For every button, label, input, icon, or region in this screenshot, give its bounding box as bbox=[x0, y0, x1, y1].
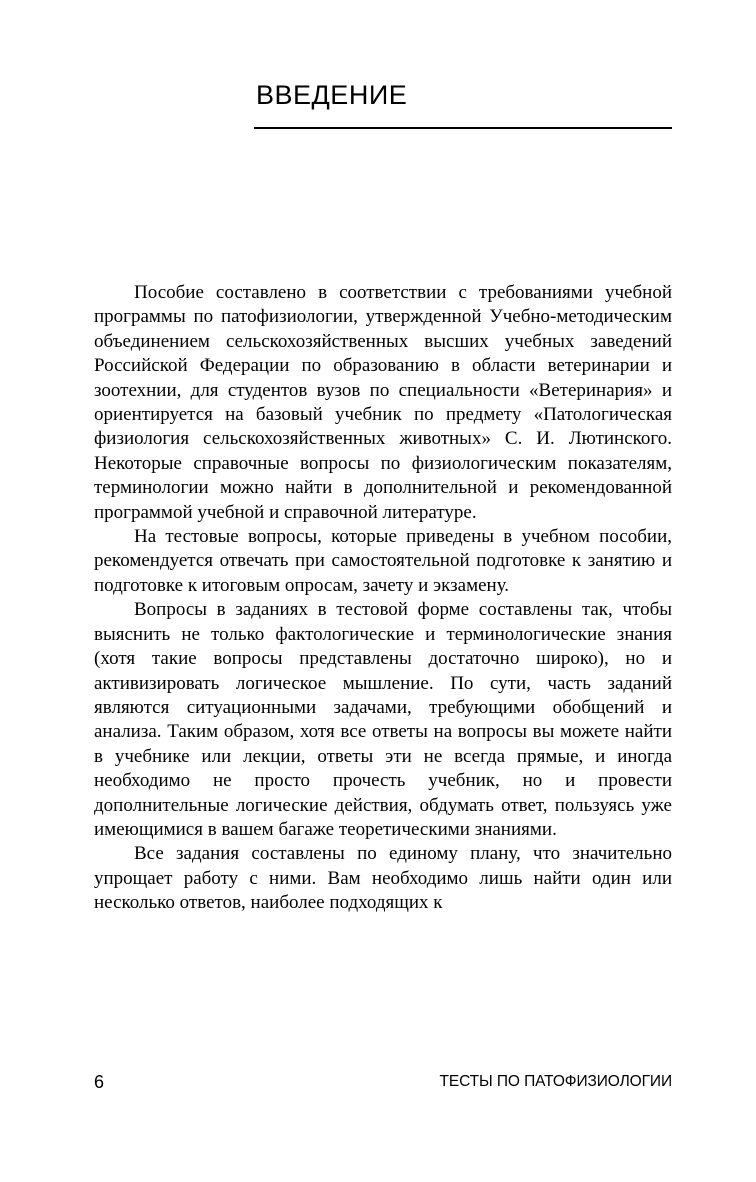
title-underline-rule bbox=[254, 127, 672, 129]
chapter-title: ВВЕДЕНИЕ bbox=[256, 80, 408, 110]
paragraph-2: На тестовые вопросы, которые приведены в учебном пособии, рекомендуется отвечать при самостоятельной подготовке к занятию и подготовке к итоговым опросам, зачету и экзамену. bbox=[94, 526, 672, 596]
page-number: 6 bbox=[94, 1072, 105, 1092]
paragraph-4: Все задания составлены по единому плану, что значительно упрощает работу с ними. Вам необходимо лишь найти один или несколько ответов, наиболее подходящих к bbox=[94, 843, 672, 914]
paragraph-3: Вопросы в заданиях в тестовой форме составлены так, чтобы выяснить не только фактологические и терминологические знания (хотя такие вопросы представлены достаточно широко), но и активизировать логическое мышление. По сути, часть заданий являются ситуационными задачами, требующими обобщений и анализа. Таким образом, хотя все ответы на вопросы вы можете найти в учебнике или лекции, ответы эти не всегда прямые, и иногда необходимо не просто прочесть учебник, но и провести дополнительные логические действия, обдумать ответ, пользуясь уже имеющимися в вашем багаже теоретическими знаниями. bbox=[94, 599, 672, 840]
paragraph-1: Пособие составлено в соответствии с требованиями учебной программы по патофизиологии, утвержденной Учебно-методическим объединением сельскохозяйственных высших учебных заведений Российской Федерации по образованию в области ветеринарии и зоотехнии, для студентов вузов по специальности «Ветеринария» и ориентируется на базовый учебник по предмету «Патологическая физиология сельскохозяйственных животных» С. И. Лютинского. Некоторые справочные вопросы по физиологическим показателям, терминологии можно найти в дополнительной и рекомендованной программой учебной и справочной литературе. bbox=[94, 282, 672, 523]
body-text bbox=[94, 281, 672, 916]
running-title: ТЕСТЫ ПО ПАТОФИЗИОЛОГИИ bbox=[439, 1073, 672, 1090]
